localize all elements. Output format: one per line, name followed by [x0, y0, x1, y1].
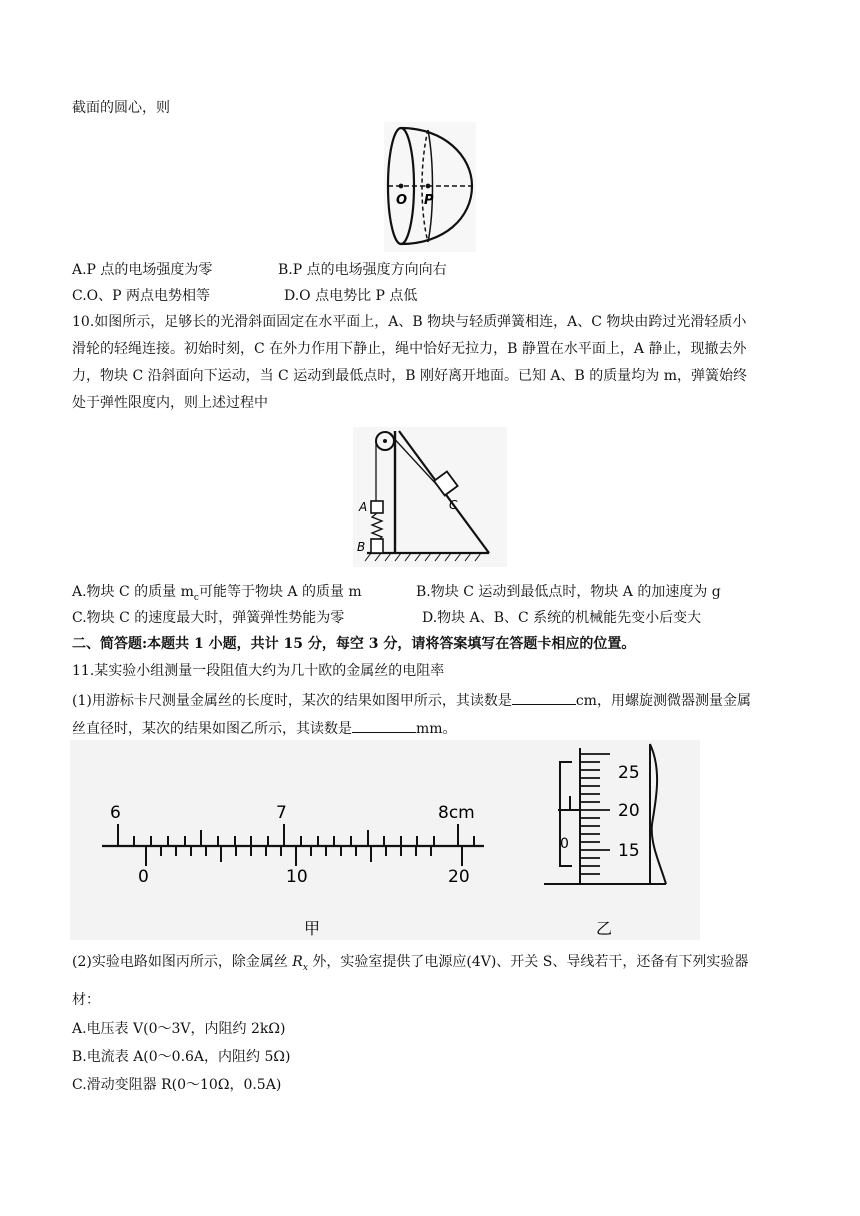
vernier-caliper-figure [70, 740, 500, 940]
thimble-label-20: 20 [618, 801, 640, 821]
equipment-item-c: C.滑动变阻器 R(0～10Ω，0.5A) [72, 1077, 282, 1093]
q10-option-b: B.物块 C 运动到最低点时，物块 A 的加速度为 g [416, 584, 721, 600]
q11-part2-line-2: 材： [72, 992, 100, 1008]
point-o-label: O [396, 193, 408, 208]
caliper-caption: 甲 [304, 919, 321, 938]
q11-part1-line-1: (1)用游标卡尺测量金属丝的长度时，某次的结果如图甲所示，其读数是 cm，用螺旋测微器测量金属 [72, 690, 751, 711]
block-c-label: C [449, 498, 458, 512]
q10-stem-line-4: 处于弹性限度内，则上述过程中 [72, 395, 268, 411]
equipment-item-a: A.电压表 V(0～3V，内阻约 2kΩ) [72, 1021, 286, 1037]
micrometer-figure [500, 740, 700, 940]
vernier-label-10: 10 [286, 867, 308, 887]
q11-intro: 11.某实验小组测量一段阻值大约为几十欧的金属丝的电阻率 [72, 663, 445, 679]
q9-option-c: C.O、P 两点电势相等 [72, 288, 211, 304]
block-b-label: B [357, 540, 366, 554]
main-scale-label-8cm: 8cm [438, 803, 475, 823]
block-a-label: A [359, 500, 368, 514]
answer-blank-diameter[interactable] [352, 718, 416, 733]
q10-option-a: A.物块 C 的质量 $m_c$可能等于物块 A 的质量 m [72, 584, 362, 603]
q10-option-d: D.物块 A、B、C 系统的机械能先变小后变大 [422, 610, 702, 626]
q10-stem-line-2: 滑轮的轻绳连接。初始时刻，C 在外力作用下静止，绳中恰好无拉力，B 静置在水平面上，A 静止，现撤去外 [72, 341, 747, 357]
q9-option-b: B.P 点的电场强度方向向右 [278, 262, 447, 278]
q9-option-d: D.O 点电势比 P 点低 [284, 288, 418, 304]
sleeve-label-0: 0 [560, 836, 569, 852]
micrometer-caption: 乙 [596, 919, 613, 938]
q11-part2-line-1: (2)实验电路如图丙所示，除金属丝 $R_x$ 外，实验室提供了电源应(4V)、开关 S、导线若干，还备有下列实验器 [72, 954, 749, 973]
main-scale-label-6: 6 [110, 803, 121, 823]
incline-pulley-figure [353, 427, 507, 567]
q9-stem-tail: 截面的圆心，则 [72, 100, 170, 116]
thimble-label-25: 25 [618, 763, 640, 783]
hemisphere-figure [384, 122, 476, 252]
answer-blank-length[interactable] [512, 690, 576, 705]
q10-option-c: C.物块 C 的速度最大时，弹簧弹性势能为零 [72, 610, 345, 626]
thimble-label-15: 15 [618, 841, 640, 861]
equipment-item-b: B.电流表 A(0～0.6A，内阻约 5Ω) [72, 1049, 291, 1065]
q10-stem-line-1: 10.如图所示，足够长的光滑斜面固定在水平面上，A、B 物块与轻质弹簧相连，A、C 物块由跨过光滑轻质小 [72, 314, 747, 330]
point-p-label: P [424, 193, 434, 208]
q10-stem-line-3: 力，物块 C 沿斜面向下运动，当 C 运动到最低点时，B 刚好离开地面。已知 A、B 的质量均为 m，弹簧始终 [72, 368, 747, 384]
section-2-heading: 二、简答题:本题共 1 小题，共计 15 分，每空 3 分，请将答案填写在答题卡相应的位置。 [72, 636, 636, 652]
q11-part1-line-2: 丝直径时，某次的结果如图乙所示，其读数是 mm。 [72, 718, 457, 739]
vernier-label-20: 20 [448, 867, 470, 887]
q9-option-a: A.P 点的电场强度为零 [72, 262, 213, 278]
main-scale-label-7: 7 [276, 803, 287, 823]
vernier-label-0: 0 [138, 867, 149, 887]
